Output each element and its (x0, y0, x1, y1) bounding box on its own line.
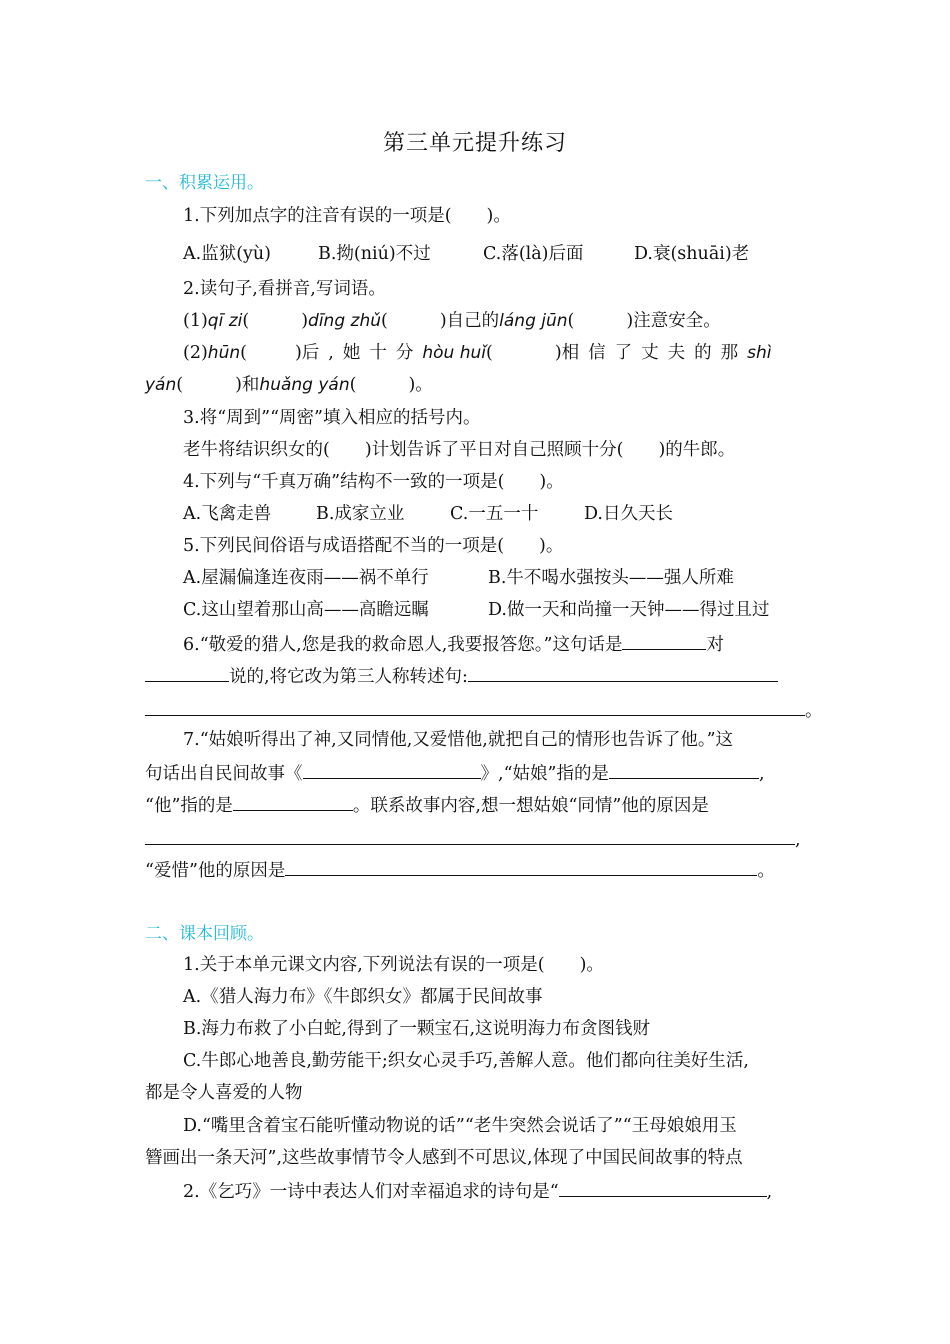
q7-text-9: 。 (757, 861, 775, 881)
q3-sentence: 老牛将结识织女的( )计划告诉了平日对自己照顾十分( )的牛郎。 (183, 440, 736, 460)
q1-option-b: B.拗(niú)不过 (318, 244, 431, 264)
q2-s2-text-2: 相信了丈夫的那 (561, 343, 748, 363)
q6-blank-rewrite-2[interactable] (145, 697, 805, 716)
q5-option-b: B.牛不喝水强按头——强人所难 (488, 568, 734, 588)
q5-option-c: C.这山望着那山高——高瞻远瞩 (183, 600, 429, 620)
q4-option-b: B.成家立业 (316, 504, 405, 524)
q7-text-3: 》,“姑娘”指的是 (480, 764, 609, 784)
s2-q2-line (183, 1178, 772, 1204)
q7-blank-cherish-reason[interactable] (285, 857, 757, 876)
q6-blank-rewrite-1[interactable] (468, 663, 778, 682)
q2-sentence-2-cont: yán( )和huǎng yán( )。 (145, 375, 433, 395)
page-title: 第三单元提升练习 (382, 131, 567, 156)
q2-s2-pinyin-2: hòu huǐ (422, 343, 486, 363)
q2-s2-end: 。 (415, 375, 433, 395)
q4-stem: 4.下列与“千真万确”结构不一致的一项是( )。 (183, 472, 564, 492)
q6-text-1: 6.“敬爱的猎人,您是我的救命恩人,我要报答您。”这句话是 (183, 635, 623, 655)
q7-line-1: 7.“姑娘听得出了神,又同情他,又爱惜他,就把自己的情形也告诉了他。”这 (183, 730, 734, 750)
q6-end: 。 (805, 701, 823, 721)
q2-s1-text-2: 注意安全。 (633, 311, 721, 331)
q7-text-7: , (795, 830, 801, 850)
q2-s2-label: (2) (183, 343, 208, 363)
q2-sentence-2: (2)hūn( )后,她十分hòu huǐ( )相信了丈夫的那shì (183, 343, 772, 363)
s2-q1-option-a: A.《猎人海力布》《牛郎织女》都属于民间故事 (183, 987, 543, 1007)
q6-blank-listener[interactable] (145, 663, 229, 682)
q2-s2-text-1: 后,她十分 (301, 343, 423, 363)
q1-option-a: A.监狱(yù) (183, 244, 272, 264)
q2-s2-pinyin-3b: yán (145, 375, 177, 395)
q7-text-8: “爱惜”他的原因是 (145, 861, 286, 881)
q6-line-2 (145, 663, 778, 689)
q7-line-4 (145, 826, 801, 852)
q7-line-3 (145, 792, 709, 818)
q7-blank-sympathy-reason[interactable] (145, 826, 795, 845)
s2-q2-text-1: 2.《乞巧》一诗中表达人们对幸福追求的诗句是“ (183, 1182, 559, 1202)
q3-stem: 3.将“周到”“周密”填入相应的括号内。 (183, 408, 481, 428)
q1-option-d: D.衰(shuāi)老 (634, 244, 750, 264)
q5-option-a: A.屋漏偏逢连夜雨——祸不单行 (183, 568, 429, 588)
s2-q2-blank-poem[interactable] (559, 1178, 767, 1197)
q6-text-2: 对 (706, 635, 724, 655)
q6-text-3: 说的,将它改为第三人称转述句: (229, 667, 468, 687)
q7-text-4: , (758, 764, 765, 784)
q5-option-d: D.做一天和尚撞一天钟——得过且过 (488, 600, 770, 620)
q7-text-2: 句话出自民间故事《 (145, 764, 303, 784)
q2-s2-pinyin-1: hūn (207, 343, 241, 363)
q7-blank-girl[interactable] (609, 760, 759, 779)
s2-q1-option-d-line1: D.“嘴里含着宝石能听懂动物说的话”“老牛突然会说话了”“王母娘娘用玉 (183, 1116, 737, 1136)
q2-sentence-1: (1)qī zi( )dīng zhǔ( )自己的láng jūn( )注意安全。 (183, 311, 721, 331)
q2-s1-pinyin-1: qī zi (207, 311, 243, 331)
q2-s1-pinyin-3: láng jūn (499, 311, 568, 331)
q1-option-c: C.落(là)后面 (483, 244, 584, 264)
q7-text-6: 。联系故事内容,想一想姑娘“同情”他的原因是 (352, 796, 709, 816)
q2-s1-label: (1) (183, 311, 208, 331)
q7-text-5: “他”指的是 (145, 796, 233, 816)
q4-option-d: D.日久天长 (584, 504, 673, 524)
q2-s2-text-3: 和 (241, 375, 260, 395)
section-heading-2: 二、课本回顾。 (145, 924, 264, 944)
q4-option-c: C.一五一十 (450, 504, 539, 524)
section-heading-1: 一、积累运用。 (145, 173, 264, 193)
q4-option-a: A.飞禽走兽 (183, 504, 272, 524)
q2-stem: 2.读句子,看拼音,写词语。 (183, 279, 386, 299)
q7-line-2 (145, 760, 765, 786)
q6-blank-speaker[interactable] (622, 631, 706, 650)
q2-s1-text-1: 自己的 (446, 311, 500, 331)
s2-q1-option-d-line2: 簪画出一条天河”,这些故事情节令人感到不可思议,体现了中国民间故事的特点 (145, 1148, 743, 1168)
q7-line-5 (145, 857, 775, 883)
q6-line-3 (145, 697, 823, 723)
q7-blank-he[interactable] (233, 792, 353, 811)
s2-q2-text-2: , (766, 1182, 773, 1202)
q2-s1-pinyin-2: dīng zhǔ (308, 311, 381, 331)
q5-stem: 5.下列民间俗语与成语搭配不当的一项是( )。 (183, 536, 564, 556)
q1-stem: 1.下列加点字的注音有误的一项是( )。 (183, 206, 511, 226)
q6-line-1 (183, 631, 724, 657)
s2-q1-option-c-line1: C.牛郎心地善良,勤劳能干;织女心灵手巧,善解人意。他们都向往美好生活, (183, 1051, 749, 1071)
s2-q1-option-c-line2: 都是令人喜爱的人物 (145, 1083, 303, 1103)
s2-q1-stem: 1.关于本单元课文内容,下列说法有误的一项是( )。 (183, 955, 604, 975)
q2-s2-pinyin-4: huǎng yán (259, 375, 350, 395)
s2-q1-option-b: B.海力布救了小白蛇,得到了一颗宝石,这说明海力布贪图钱财 (183, 1019, 651, 1039)
q2-s2-pinyin-3a: shì (747, 343, 772, 363)
q7-blank-story[interactable] (303, 760, 481, 779)
